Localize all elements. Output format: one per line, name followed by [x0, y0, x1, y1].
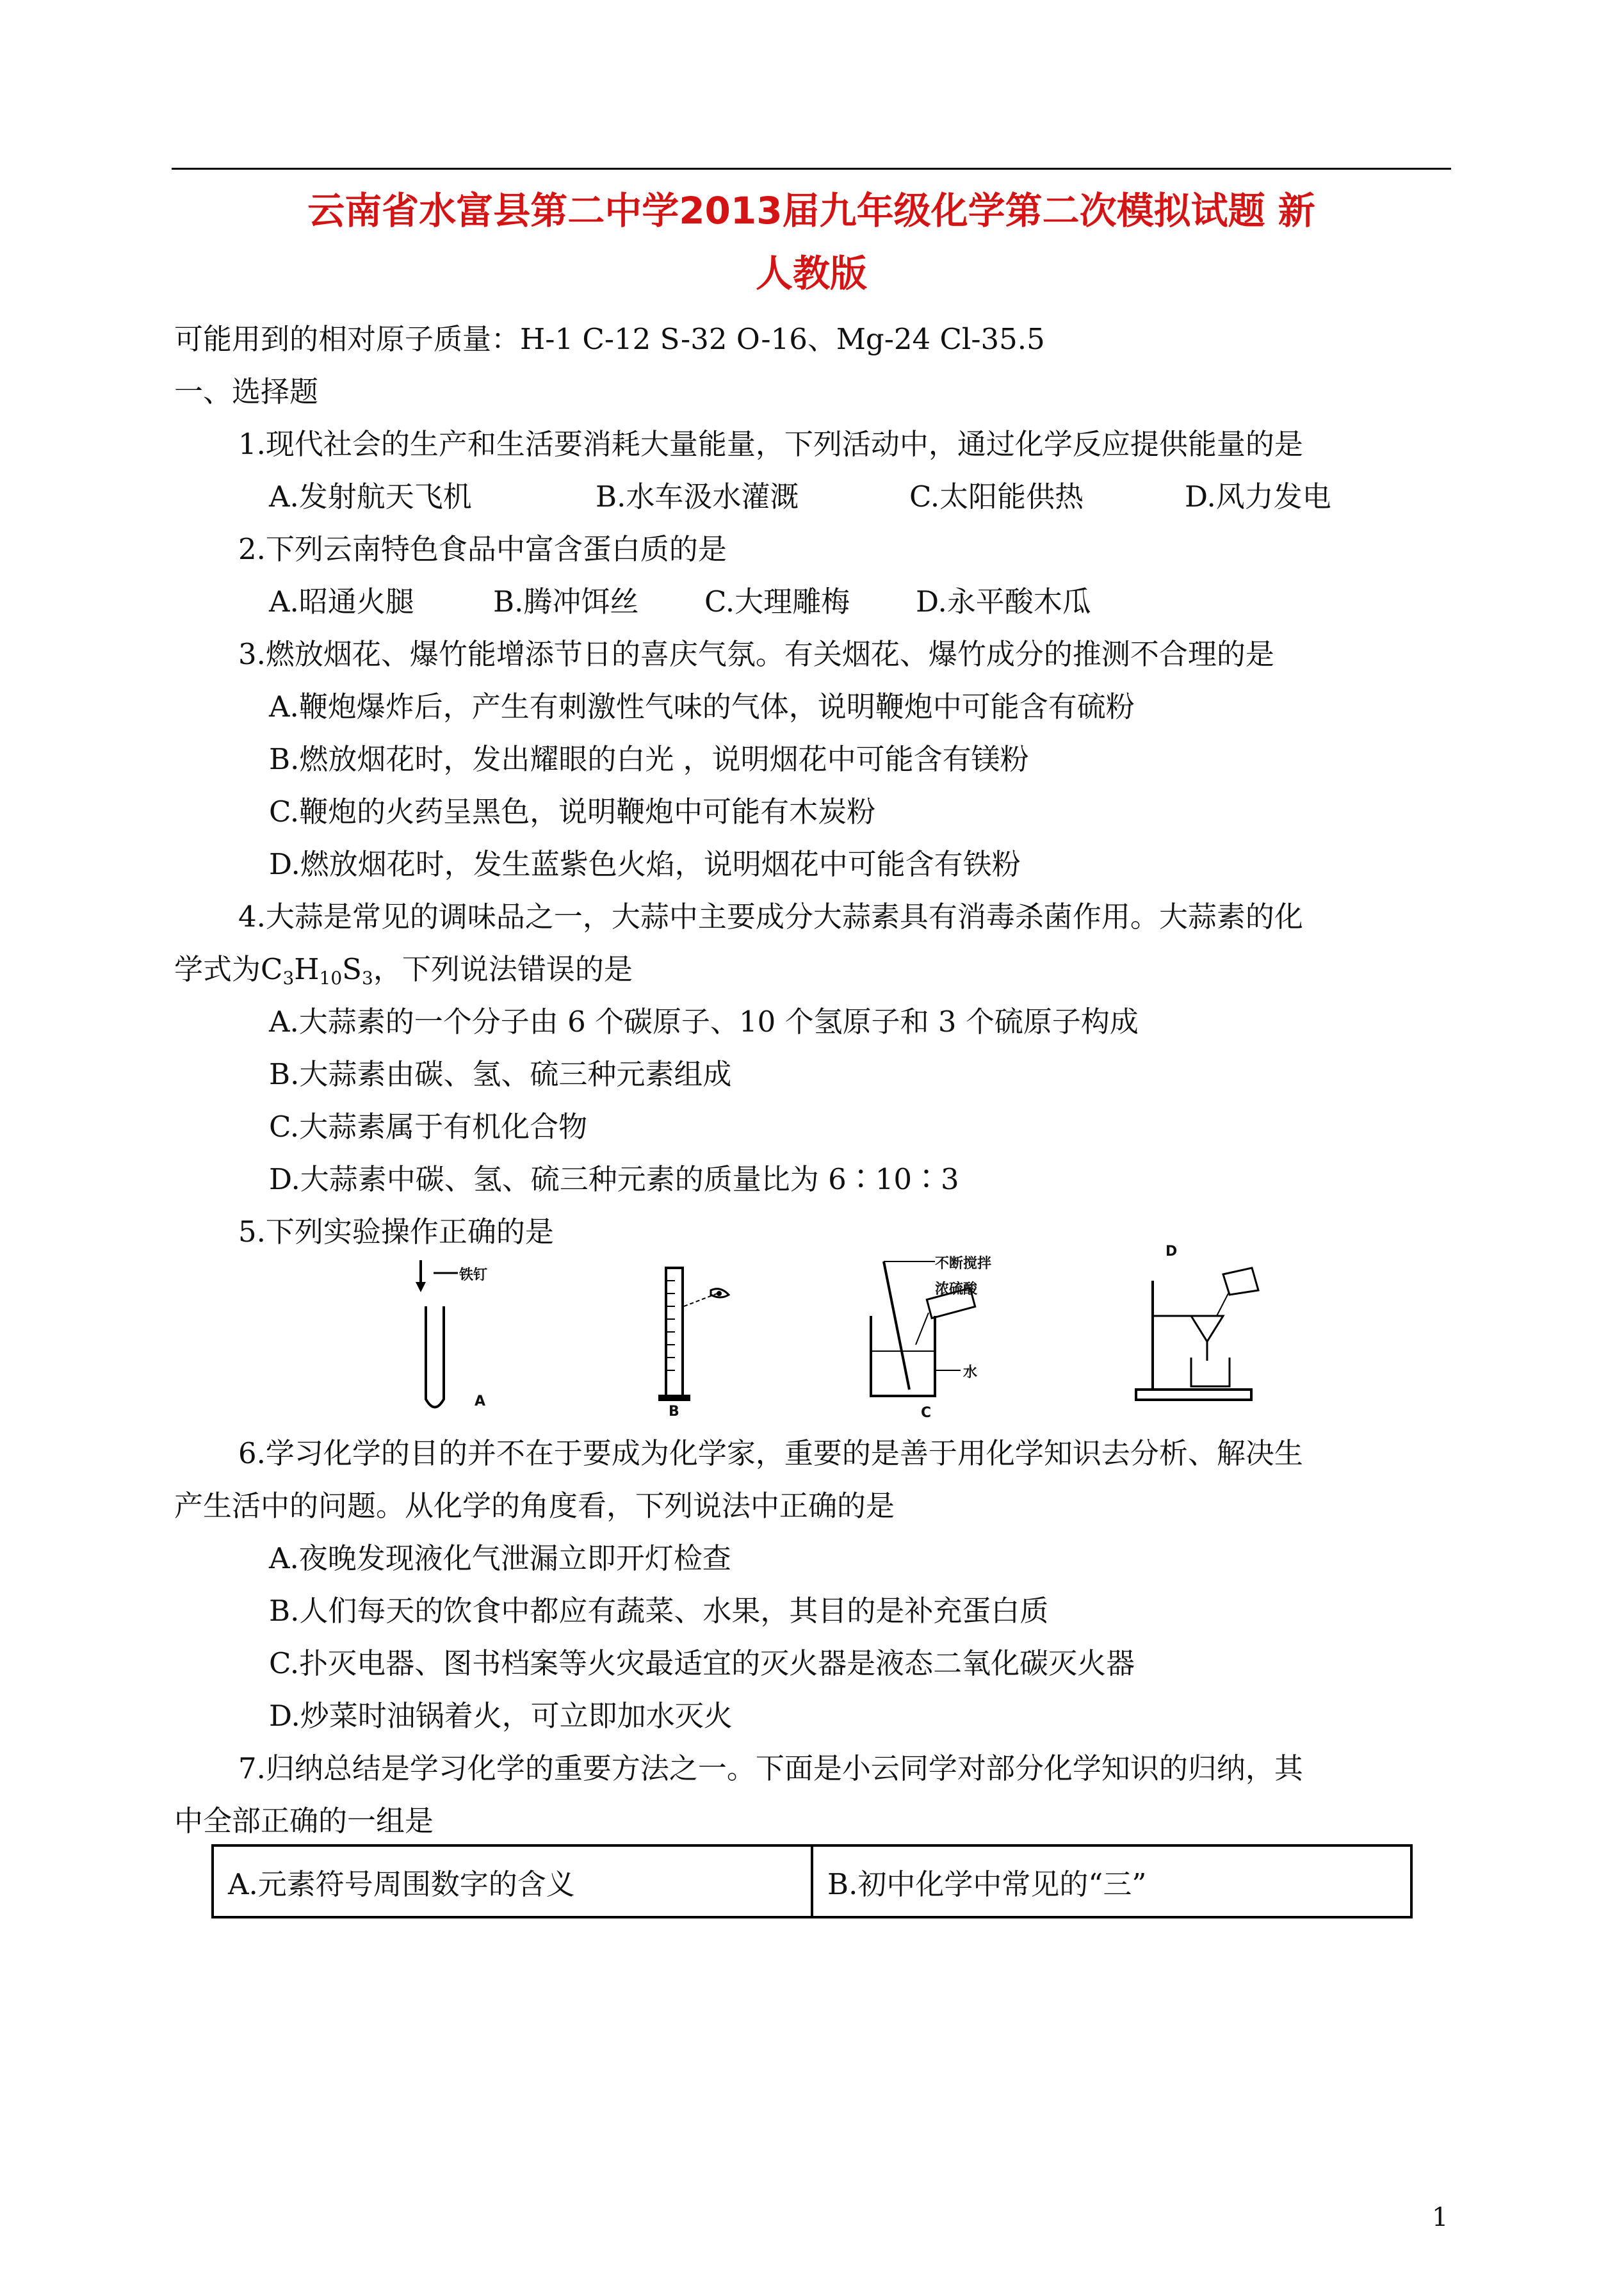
- figure-d: [1127, 1244, 1268, 1415]
- formula-c-count: 3: [282, 968, 295, 989]
- q6-option-b: B.人们每天的饮食中都应有蔬菜、水果，其目的是补充蛋白质: [269, 1594, 1049, 1628]
- figure-c-water-label: 水: [963, 1365, 978, 1381]
- q1-option-c: C.太阳能供热: [909, 480, 1084, 514]
- figure-d-letter: D: [1165, 1244, 1178, 1260]
- q2-stem: 2.下列云南特色食品中富含蛋白质的是: [238, 532, 727, 566]
- q7-stem-line2: 中全部正确的一组是: [174, 1804, 434, 1838]
- figure-c-acid-label: 浓硫酸: [935, 1281, 978, 1297]
- q2-option-b: B.腾冲饵丝: [493, 585, 639, 619]
- q3-option-c: C.鞭炮的火药呈黑色，说明鞭炮中可能有木炭粉: [269, 795, 876, 829]
- q4-stem-line1: 4.大蒜是常见的调味品之一，大蒜中主要成分大蒜素具有消毒杀菌作用。大蒜素的化: [238, 900, 1303, 934]
- q3-option-a: A.鞭炮爆炸后，产生有刺激性气味的气体，说明鞭炮中可能含有硫粉: [269, 690, 1135, 724]
- figure-c: [858, 1255, 1050, 1421]
- q4-option-c: C.大蒜素属于有机化合物: [269, 1110, 588, 1144]
- atomic-masses: 可能用到的相对原子质量：H-1 C-12 S-32 O-16、Mg-24 Cl-35.5: [174, 322, 1045, 356]
- q7-cell-a: A.元素符号周围数字的含义: [213, 1845, 812, 1917]
- q2-option-a: A.昭通火腿: [269, 585, 414, 619]
- q2-option-c: C.大理雕梅: [704, 585, 850, 619]
- q1-option-b: B.水车汲水灌溉: [596, 480, 799, 514]
- q6-option-d: D.炒菜时油锅着火，可立即加水灭火: [269, 1699, 733, 1733]
- figure-b-letter: B: [669, 1404, 679, 1420]
- q4-stem-suffix: ，下列说法错误的是: [373, 952, 633, 986]
- q7-table: [211, 1844, 1413, 1918]
- page-title-line1: 云南省水富县第二中学2013届九年级化学第二次模拟试题 新: [307, 189, 1315, 232]
- section-heading: 一、选择题: [174, 375, 319, 409]
- q7-stem-line1: 7.归纳总结是学习化学的重要方法之一。下面是小云同学对部分化学知识的归纳，其: [238, 1751, 1303, 1785]
- formula-h: H: [294, 952, 320, 986]
- figure-a-letter: A: [475, 1393, 486, 1409]
- q5-stem: 5.下列实验操作正确的是: [238, 1215, 554, 1249]
- q6-stem-line1: 6.学习化学的目的并不在于要成为化学家，重要的是善于用化学知识去分析、解决生: [238, 1436, 1303, 1470]
- q3-option-d: D.燃放烟花时，发生蓝紫色火焰，说明烟花中可能含有铁粉: [269, 847, 1021, 881]
- q6-option-c: C.扑灭电器、图书档案等火灾最适宜的灭火器是液态二氧化碳灭火器: [269, 1646, 1135, 1680]
- figure-b: [647, 1255, 775, 1420]
- figure-c-stir-label: 不断搅拌: [935, 1256, 992, 1272]
- formula-c: C: [261, 952, 283, 986]
- q4-option-d: D.大蒜素中碳、氢、硫三种元素的质量比为 6∶10∶3: [269, 1162, 959, 1196]
- header-rule: [172, 168, 1451, 170]
- figure-a: [413, 1255, 509, 1415]
- filtration-setup-illustration: [1127, 1255, 1268, 1415]
- figure-c-letter: C: [921, 1405, 932, 1421]
- formula-h-count: 10: [319, 968, 343, 989]
- q1-options: [269, 478, 1331, 516]
- page-title-line2: 人教版: [755, 252, 867, 295]
- q1-stem: 1.现代社会的生产和生活要消耗大量能量，下列活动中，通过化学反应提供能量的是: [238, 427, 1303, 461]
- chemical-formula: [261, 952, 373, 989]
- q2-option-d: D.永平酸木瓜: [916, 585, 1091, 619]
- q1-option-a: A.发射航天飞机: [269, 480, 472, 514]
- q5-figures: [384, 1244, 1313, 1422]
- q4-option-a: A.大蒜素的一个分子由 6 个碳原子、10 个氢原子和 3 个硫原子构成: [269, 1005, 1139, 1039]
- q4-stem-prefix: 学式为: [174, 952, 261, 986]
- q2-options: [269, 583, 1091, 621]
- q4-option-b: B.大蒜素由碳、氢、硫三种元素组成: [269, 1057, 732, 1091]
- q3-option-b: B.燃放烟花时，发出耀眼的白光 ，说明烟花中可能含有镁粉: [269, 742, 1029, 776]
- formula-s: S: [342, 952, 362, 986]
- page-number: 1: [1432, 2203, 1449, 2232]
- formula-s-count: 3: [362, 968, 373, 989]
- graduated-cylinder-illustration: [647, 1255, 775, 1415]
- q6-stem-line2: 产生活中的问题。从化学的角度看，下列说法中正确的是: [174, 1489, 895, 1523]
- table-row: [213, 1845, 1411, 1917]
- q6-option-a: A.夜晚发现液化气泄漏立即开灯检查: [269, 1541, 731, 1575]
- q3-stem: 3.燃放烟花、爆竹能增添节日的喜庆气氛。有关烟花、爆竹成分的推测不合理的是: [238, 637, 1274, 671]
- q4-stem-line2: [174, 950, 633, 998]
- figure-a-nail-label: 铁钉: [459, 1267, 488, 1283]
- q7-cell-b: B.初中化学中常见的“三”: [812, 1845, 1411, 1917]
- q1-option-d: D.风力发电: [1185, 480, 1331, 514]
